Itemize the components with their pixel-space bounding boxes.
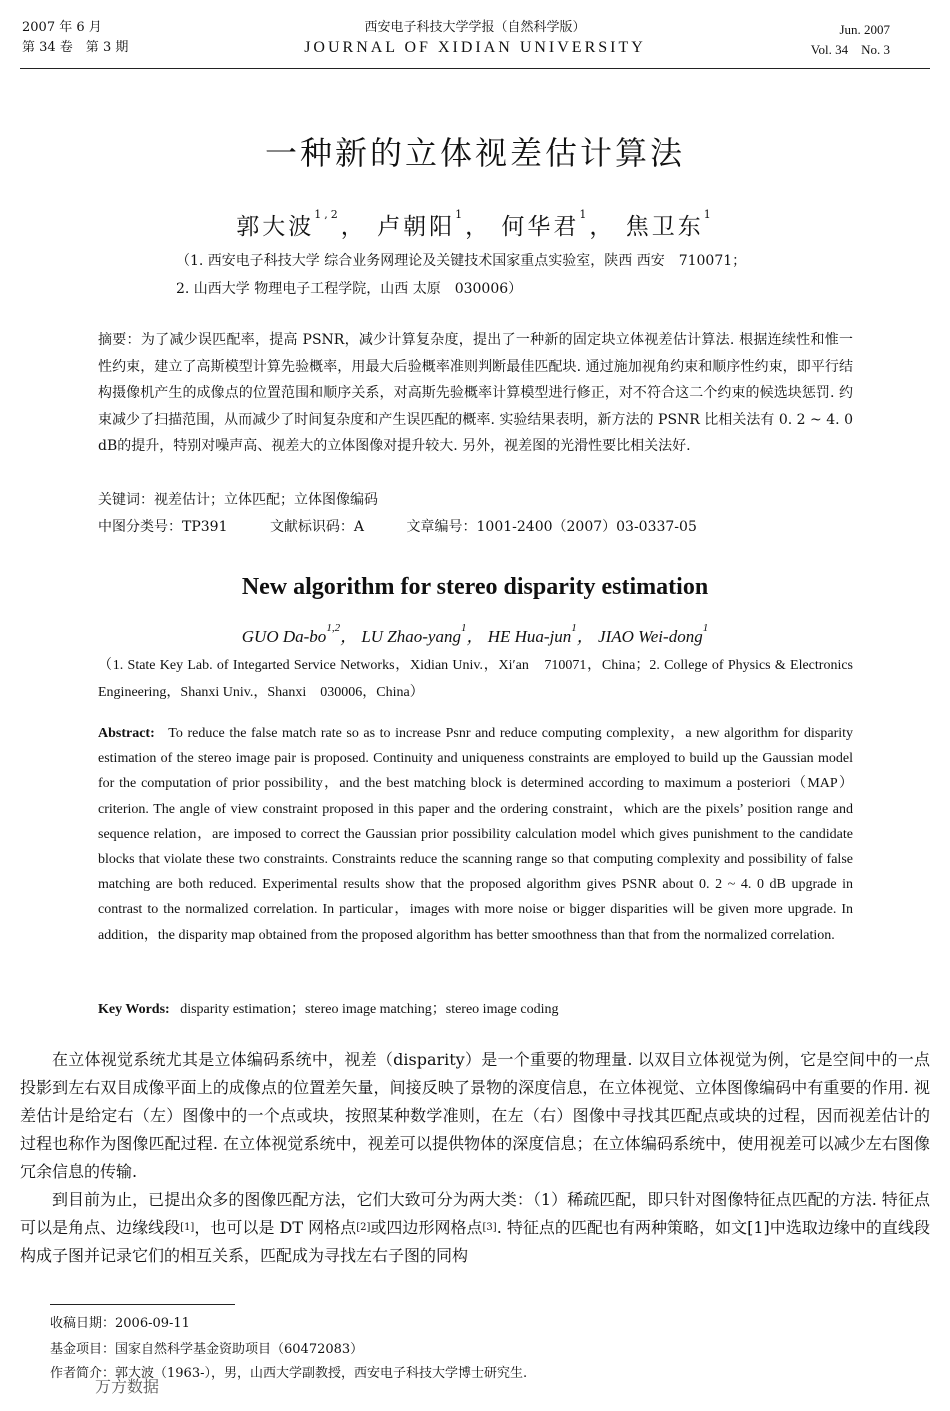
affiliations-en: （1. State Key Lab. of Integarted Service Networks，Xidian Univ.，Xi′an 710071，China；2. College of Physics & Electronics Engineering，Shanxi Univ.，Shanxi 030006，China） (98, 658, 853, 700)
keywords-en (98, 998, 559, 1018)
author-affiliation-mark: 1,2 (314, 208, 341, 221)
author-name: HE Hua-jun (487, 627, 572, 646)
body-text-segment: . 特征点的匹配也有两种策略，如文[1]中选取边缘中的直线段构成子图并记录它们的相互关系，匹配成为寻找左右子图的同构 (20, 1218, 930, 1265)
journal-name (0, 18, 950, 58)
footnote-funding: 基金项目：国家自然科学基金资助项目（60472083） (50, 1342, 364, 1357)
issue-date-cn: 2007 年 6 月 (22, 20, 102, 35)
author-affiliation-mark: 1 (579, 208, 590, 221)
author-affiliation-mark: 1 (455, 208, 466, 221)
citation-ref[interactable]: [2] (356, 1222, 371, 1233)
author-name: GUO Da-bo (241, 627, 327, 646)
body-text-segment: 到目前为止，已提出众多的图像匹配方法，它们大致可分为两大类：（1）稀疏匹配，即只针对图像特征点匹配的方法. 特征点可以是角点、边缘线段 (20, 1190, 930, 1237)
author-list-en: GUO Da-bo$^{1,2}$， LU Zhao-yang$^1$， HE Hua-jun$^1$， JIAO Wei-dong$^1$ (241, 622, 709, 646)
issue-volume-cn: 第 34 卷 第 3 期 (22, 40, 129, 55)
watermark: 万方数据 (95, 1377, 160, 1396)
footnote-received-date: 收稿日期：2006-09-11 (50, 1316, 190, 1331)
classification-info (98, 516, 735, 536)
author-affiliation-mark: 1 (703, 208, 714, 221)
affiliation-line: （1. 西安电子科技大学 综合业务网理论及关键技术国家重点实验室，陕西 西安 710071； (176, 253, 747, 269)
paper-title-en: New algorithm for stereo disparity estimation (241, 574, 709, 600)
journal-name-cn: 西安电子科技大学学报（自然科学版） (364, 20, 586, 35)
clc-number: 中图分类号：TP391 (98, 519, 228, 535)
footnote-author-bio: 作者简介：郭大波（1963-），男，山西大学副教授，西安电子科技大学博士研究生. (50, 1366, 528, 1381)
author-affiliation-mark: 1 (702, 622, 709, 634)
citation-ref[interactable]: [3] (482, 1222, 497, 1233)
author-name: 郭大波 (236, 214, 315, 240)
affiliation-line: 2. 山西大学 物理电子工程学院，山西 太原 030006） (176, 281, 523, 297)
abstract-en (98, 721, 853, 948)
abstract-label: Abstract: (98, 726, 155, 741)
citation-ref[interactable]: [1] (180, 1222, 195, 1233)
author-list-cn: 郭大波$^{1,2}$， 卢朝阳$^1$， 何华君$^1$， 焦卫东$^1$ (236, 208, 714, 240)
author-name: JIAO Wei-dong (598, 627, 703, 646)
keywords-text: disparity estimation；stereo image matching；stereo image coding (180, 1002, 559, 1017)
author-name: 卢朝阳 (377, 214, 456, 240)
document-code: 文献标识码：A (269, 519, 365, 535)
journal-name-en: JOURNAL OF XIDIAN UNIVERSITY (304, 39, 646, 56)
keywords-cn: 关键词：视差估计；立体匹配；立体图像编码 (98, 492, 378, 508)
issue-date-en: Jun. 2007 (839, 22, 890, 37)
author-name: 焦卫东 (625, 214, 704, 240)
keywords-label: Key Words: (98, 1002, 170, 1017)
body-text-segment: 或四边形网格点 (370, 1218, 483, 1237)
issue-info-en (811, 20, 890, 60)
issue-volume-en: Vol. 34 No. 3 (810, 42, 890, 57)
article-number: 文章编号：1001-2400（2007）03-0337-05 (406, 519, 697, 535)
abstract-cn: 摘要：为了减少误匹配率，提高 PSNR，减少计算复杂度，提出了一种新的固定块立体视差估计算法. 根据连续性和惟一性约束，建立了高斯模型计算先验概率，用最大后验概率准则判断最佳匹配块. 通过施加视角约束和顺序性约束，即平行结构摄像机产生的成像点的位置范围和顺序关系，对高斯先验概率计算模型进行修正，对不符合这二个约束的候选块惩罚. 约束减少了扫描范围，从而减少了时间复杂度和产生误匹配的概率. 实验结果表明，新方法的 PSNR 比相关法有 0. 2 ~ 4. 0 dB的提升，特别对噪声高、视差大的立体图像对提升较大. 另外，视差图的光滑性要比相关法好. (98, 332, 853, 454)
abstract-text: To reduce the false match rate so as to increase Psnr and reduce computing complexity，a new algorithm for disparity estimation of the stereo image pair is proposed. Continuity and uniqueness constraints are employed to build up the Gaussian model for the computation of prior possibility，and the best matching block is determined according to maximum a posteriori（MAP）criterion. The angle of view constraint proposed in this paper and the ordering constraint，which are the pixels’ position range and sequence relation，are imposed to correct the Gaussian prior possibility calculation model which gives punishment to the candidate blocks that violate these two constraints. Constraints reduce the scanning range so that computing complexity and possibility of false matching are both reduced. Experimental results show that the proposed algorithm gives PSNR about 0. 2 ~ 4. 0 dB upgrade in contrast to the normalized correlation. In particular，images with more noise or bigger disparities will be given more upgrade. In addition，the disparity map obtained from the proposed algorithm has better smoothness than that from the normalized correlation. (98, 726, 854, 943)
affiliations-cn (176, 247, 746, 303)
author-affiliation-mark: 1 (460, 622, 467, 634)
author-name: 何华君 (501, 214, 580, 240)
author-name: LU Zhao-yang (361, 627, 461, 646)
paper-title-cn: 一种新的立体视差估计算法 (264, 134, 685, 172)
footnote-divider (50, 1304, 235, 1305)
author-affiliation-mark: 1 (571, 622, 577, 634)
body-paragraph (20, 1186, 930, 1270)
body-text (20, 1046, 930, 1270)
body-text-segment: ，也可以是 DT 网格点 (194, 1218, 357, 1237)
header-divider (20, 68, 930, 69)
body-paragraph: 在立体视觉系统尤其是立体编码系统中，视差（disparity）是一个重要的物理量. 以双目立体视觉为例，它是空间中的一点投影到左右双目成像平面上的成像点的位置差矢量，间接反映了景物的深度信息，在立体视觉、立体图像编码中有重要的作用. 视差估计是给定右（左）图像中的一个点或块，按照某种数学准则，在左（右）图像中寻找其匹配点或块的过程，因而视差估计的过程也称作为图像匹配过程. 在立体视觉系统中，视差可以提供物体的深度信息；在立体编码系统中，使用视差可以减少左右图像冗余信息的传输. (20, 1050, 930, 1181)
author-affiliation-mark: 1,2 (326, 622, 341, 634)
